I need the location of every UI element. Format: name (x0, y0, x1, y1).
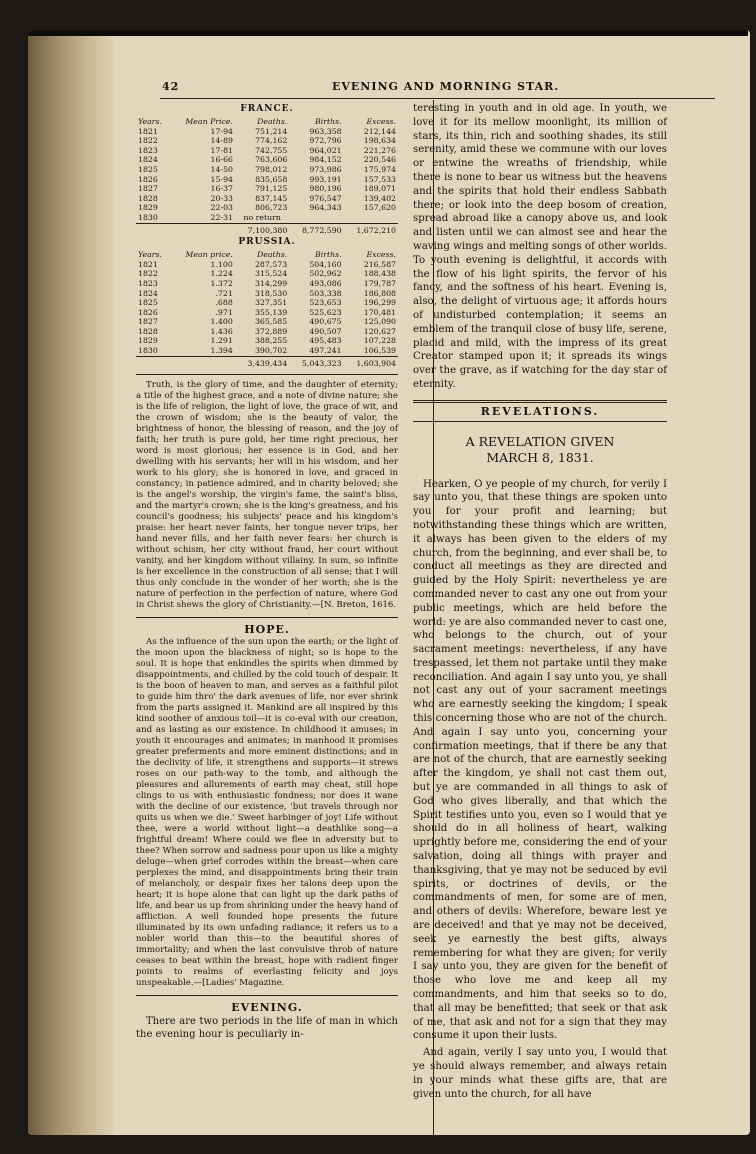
table-cell: 490,507 (309, 326, 342, 336)
evening-article-start: There are two periods in the life of man in which the evening hour is peculiarly in- (136, 1016, 398, 1041)
table-cell: no return (243, 212, 281, 222)
page-number: 42 (162, 80, 180, 93)
table-total-cell: 8,772,590 (289, 223, 343, 235)
table-row (136, 346, 398, 356)
table-cell: 355,139 (254, 307, 288, 317)
table-cell: 1825 (138, 164, 158, 174)
table-cell: 186,808 (363, 288, 396, 298)
table-cell: 497,241 (309, 346, 342, 356)
table-cell: 1821 (138, 259, 158, 269)
table-cell: 14-50 (210, 164, 234, 174)
table-cell: 502,962 (309, 269, 342, 279)
table-cell (344, 213, 398, 223)
table-cell: 15-94 (210, 174, 234, 184)
table-row (136, 165, 398, 175)
table-cell: 1.394 (210, 346, 233, 356)
table-cell: 976,547 (309, 193, 342, 203)
prussia-table-title: PRUSSIA. (238, 237, 296, 248)
table-cell (289, 213, 343, 223)
table-cell: 157,533 (363, 174, 396, 184)
table-cell: 1.400 (210, 317, 233, 327)
table-row (136, 279, 398, 289)
table-cell: 984,152 (309, 155, 342, 165)
table-cell: 139,402 (363, 193, 396, 203)
table-cell: 1830 (138, 212, 158, 222)
table-cell: 216,587 (363, 259, 396, 269)
table-cell: 318,530 (254, 288, 288, 298)
table-total-cell: 3,439,434 (235, 356, 289, 368)
table-cell: 791,125 (255, 184, 288, 194)
prussia-table-header (136, 250, 398, 260)
table-cell: .688 (215, 298, 233, 308)
table-row (136, 327, 398, 337)
table-cell: 17-81 (210, 145, 234, 155)
table-cell: 973,986 (309, 164, 342, 174)
table-cell: 1827 (138, 184, 158, 194)
table-cell: 14-89 (210, 136, 234, 146)
table-cell: 1824 (138, 155, 158, 165)
table-cell: 157,620 (363, 203, 396, 213)
column-header: Births. (315, 117, 342, 126)
table-total-cell: 5,043,323 (289, 356, 343, 368)
table-cell: 964,343 (309, 203, 342, 213)
table-cell: 221,276 (363, 145, 396, 155)
table-cell: 751,214 (255, 126, 288, 136)
table-row (136, 269, 398, 279)
table-row (136, 155, 398, 165)
table-cell: 22-03 (210, 203, 234, 213)
table-row (136, 213, 398, 223)
header-rule (160, 98, 715, 99)
table-total-row (136, 356, 398, 368)
table-cell: 1827 (138, 317, 158, 327)
page-top-edge (28, 30, 748, 36)
table-cell: 327,351 (254, 298, 288, 308)
left-column (136, 102, 398, 1044)
right-column (413, 102, 667, 1104)
table-cell: 1828 (138, 326, 158, 336)
table-row (136, 194, 398, 204)
table-cell: 198,634 (363, 136, 396, 146)
column-header: Mean price. (185, 250, 233, 260)
page-header (162, 80, 702, 96)
column-header: Mean Price. (185, 117, 234, 126)
table-row (136, 146, 398, 156)
table-cell: 1.372 (210, 278, 233, 288)
table-cell (171, 223, 235, 235)
evening-article-continued: teresting in youth and in old age. In youth, we love it for its mellow moonlight, its million of stars, its thin, rich and soothing shades, its still serenity, amid these we commune with our loves or entwine the wreaths of friendship, while there is none to bear us witness but the heavens and the spirits that hold their endless Sabbath there; or look into the deep bosom of creation, spread abroad like a canopy above us, and look and listen until we can almost see and hear the waving wings and melting songs of other worlds. To youth evening is delightful, it accords with the flow of his light spirits, the fervor of his fancy, and the softness of his heart. Evening is, also, the delight of virtuous age; it affords hours of undisturbed contemplation; it seems an emblem of the tranquil close of busy life, serene, placid and mild, with the impress of its great Creator stamped upon it; it spreads its wings over the grave, as if watching for the day star of eternity. (413, 103, 667, 390)
table-cell: 1830 (138, 346, 158, 356)
table-cell: 837,145 (255, 193, 288, 203)
table-row (136, 184, 398, 194)
book-spine-shadow (28, 30, 114, 1135)
table-cell (136, 356, 171, 368)
newspaper-title: EVENING AND MORNING STAR. (332, 80, 560, 93)
revelation-date: MARCH 8, 1831. (486, 449, 594, 465)
table-total-row (136, 223, 398, 235)
france-table (136, 117, 398, 235)
table-cell: 1821 (138, 126, 158, 136)
table-cell: 315,524 (254, 269, 288, 279)
table-cell: 107,228 (363, 336, 396, 346)
table-cell: 1822 (138, 269, 158, 279)
table-cell: 1822 (138, 136, 158, 146)
table-cell: .971 (215, 307, 233, 317)
table-cell: 495,483 (309, 336, 342, 346)
table-cell: 1.100 (210, 259, 233, 269)
table-row (136, 175, 398, 185)
table-cell: 1.291 (210, 336, 233, 346)
prussia-table (136, 250, 398, 368)
revelation-title: A REVELATION GIVEN (465, 433, 615, 449)
column-header: Births. (315, 250, 342, 260)
table-cell: 1823 (138, 145, 158, 155)
table-cell: 972,796 (309, 136, 342, 146)
table-cell: 22-31 (210, 212, 234, 222)
table-cell: 742,755 (255, 145, 288, 155)
table-cell: 1825 (138, 298, 158, 308)
table-cell: 106,539 (363, 346, 396, 356)
table-cell: 189,071 (363, 184, 396, 194)
table-cell: 179,787 (363, 278, 396, 288)
table-cell: 170,481 (363, 307, 396, 317)
table-cell: 120,627 (363, 326, 396, 336)
table-cell: 774,162 (255, 136, 288, 146)
table-cell: 964,021 (309, 145, 342, 155)
table-cell: 1824 (138, 288, 158, 298)
table-cell: 1826 (138, 307, 158, 317)
table-cell: 220,546 (363, 155, 396, 165)
hope-article: As the influence of the sun upon the earth; or the light of the moon upon the blackness of night; so is hope to the soul. It is hope that enkindles the spirits when dimmed by disappointments, and chilled by the cold touch of despair. It is the boon of heaven to man, and serves as a faithful pilot to guide him thro' the dark avenues of life, nor ever shrink from the parts assigned it. Mankind are all inspired by this kind soother of anxious toil—it is co-eval with our creation, and as lasting as our existence. In childhood it amuses; in youth it encourages and animates; in manhood it promises greater preferments and more eminent distinctions; and in the declivity of life, it strengthens and supports—it strews roses on our path-way to the tomb, and although the pleasures and allurements of earth may cheat, still hope clings to us with enthusiastic fondness; nor does it wane with the decline of our existence, 'but travels through nor quits us when we die.' Sweet harbinger of joy! Life without thee, were a world without light—a deathlike song—a frightful dream! Where could we flee in adversity but to thee? When sorrow and sadness pour upon us like a mighty deluge—when grief corrodes within the breast—when care perplexes the mind, and disappointments bring their train of melancholy, or despair fixes her talons deep upon the heart; it is hope alone that can light up the dark paths of life, and bear us up from shrinking under the heavy hand of affliction. A well founded hope presents the future illuminated by its own unfading radiance; it refers us to a nobler world than this—to the beautiful shores of immortality; and when the last convulsive throb of nature ceases to beat within the breast, hope with radient finger points to realms of everlasting felicity and joys unspeakable.—[Ladies' Magazine. (136, 637, 398, 989)
table-cell: 798,012 (255, 164, 288, 174)
table-cell: 806,723 (255, 203, 288, 213)
table-cell: 388,255 (254, 336, 288, 346)
table-row (136, 298, 398, 308)
table-cell: 1829 (138, 336, 158, 346)
table-cell: 188,438 (363, 269, 396, 279)
table-cell: 490,675 (309, 317, 342, 327)
table-cell: 365,585 (254, 317, 288, 327)
table-cell: 125,090 (363, 317, 396, 327)
table-cell: 1826 (138, 174, 158, 184)
column-header: Years. (138, 117, 162, 126)
table-cell: 503,338 (309, 288, 342, 298)
section-divider (136, 374, 398, 375)
table-cell: 1.436 (210, 326, 233, 336)
column-header: Deaths. (257, 250, 288, 260)
revelation-heading (413, 434, 667, 466)
table-row (136, 203, 398, 213)
table-cell: 835,658 (255, 174, 288, 184)
table-row (136, 308, 398, 318)
table-row (136, 127, 398, 137)
table-cell (136, 223, 171, 235)
france-table-title: FRANCE. (240, 104, 294, 114)
evening-title: EVENING. (231, 1001, 303, 1015)
table-cell: 504,160 (309, 259, 342, 269)
table-cell: 17-94 (210, 126, 234, 136)
table-cell: 523,653 (309, 298, 342, 308)
table-total-cell: 1,603,904 (344, 356, 398, 368)
section-divider (136, 995, 398, 996)
table-cell: 993,191 (309, 174, 342, 184)
table-cell: .721 (215, 288, 233, 298)
table-cell: 287,573 (254, 259, 288, 269)
revelation-paragraph-1: Hearken, O ye people of my church, for verily I say unto you, that these things are spoken unto you for your profit and learning; but notwithstanding these things which are written, it always has been given to the elders of my church, from the beginning, and ever shall be, to conduct all meetings as they are directed and guided by the Holy Spirit: nevertheless ye are commanded never to cast any one out from your public meetings, which are held before the world: ye are also commanded never to cast one, who belongs to the church, out of your sacrament meetings: nevertheless, if any have trespassed, let them not partake until they make reconciliation. And again I say unto you, ye shall not cast any out of your sacrament meetings who are earnestly seeking the kingdom; I speak this concerning those who are not of the church. And again I say unto you, concerning your confirmation meetings, that if there be any that are not of the church, that are earnestly seeking after the kingdom, ye shall not cast them out, but ye are commanded in all things to ask of God who gives liberally, and that which the Spirit testifies unto you, even so I would that ye should do in all holiness of heart, walking uprightly before me, considering the end of your salvation, doing all things with prayer and thanksgiving, that ye may not be seduced by evil spirits, or doctrines of devils, or the commandments of men, for some are of men, and others of devils: Wherefore, beware lest ye are deceived! and that ye may not be deceived, seek ye earnestly the best gifts, always remembering for what they are given; for verily I say unto you, they are given for the benefit of those who love me and keep all my commandments, and him that seeks so to do, that all may be benefitted; that seek or that ask of me, that ask and not for a sign that they may consume it upon their lusts. (413, 478, 667, 1042)
hope-title: HOPE. (244, 623, 290, 637)
table-cell: 493,086 (309, 278, 342, 288)
table-cell: 1823 (138, 278, 158, 288)
table-total-cell: 1,672,210 (344, 223, 398, 235)
table-cell: 963,358 (309, 126, 342, 136)
table-cell: 16-37 (210, 184, 234, 194)
revelation-paragraph-2: And again, verily I say unto you, I would that ye should always remember, and always retain in your minds what these gifts are, that are given unto the church, for all have (413, 1047, 667, 1100)
truth-article: Truth, is the glory of time, and the daughter of eternity; a title of the highest grace, and a note of divine nature; she is the life of religion, the light of love, the grace of wit, and the crown of wisdom; she is the beauty of valor, the brightness of honor, the blessing of reason, and the joy of faith; her truth is pure gold, her time right precious, her word is most glorious; her essence is in God, and her dwelling with his servants; her will in his wisdom, and her work to his glory; she is honored in love, and graced in constancy; in patience admired, and in charity beloved; she is the angel's worship, the virgin's fame, the saint's bliss, and the martyr's crown; she is the king's greatness, and his council's goodness; his subjects' peace and his kingdom's praise: her heart never faints, her tongue never trips, her hand never fills, and her faith never fears: her church is without schism, her city without fraud, her court without vanity, and her kingdom without villainy. In sum, so infinite is her excellence in the construction of all sense; that I will thus only conclude in the wonder of her worth; she is the nature of perfection in the perfection of nature, where God in Christ shews the glory of Christianity.—[N. Breton, 1616. (136, 380, 398, 611)
table-row (136, 136, 398, 146)
table-row (136, 289, 398, 299)
table-row (136, 260, 398, 270)
table-cell: 372,889 (254, 326, 288, 336)
table-cell (171, 356, 235, 368)
table-cell: 525,623 (309, 307, 342, 317)
table-cell: 1.224 (210, 269, 233, 279)
table-cell: 175,974 (363, 164, 396, 174)
table-total-cell: 7,100,380 (235, 223, 289, 235)
table-cell: 16-66 (210, 155, 234, 165)
table-cell: 390,702 (254, 346, 288, 356)
column-header: Deaths. (257, 117, 288, 126)
section-divider (136, 617, 398, 618)
column-header: Excess. (366, 117, 396, 126)
table-row (136, 317, 398, 327)
revelations-banner: REVELATIONS. (413, 400, 667, 422)
table-cell: 20-33 (210, 193, 234, 203)
column-header: Years. (138, 250, 162, 260)
table-cell: 980,196 (309, 184, 342, 194)
table-cell: 1829 (138, 203, 158, 213)
column-header: Excess. (366, 250, 396, 260)
france-table-header (136, 117, 398, 127)
table-cell: 314,299 (254, 278, 288, 288)
table-cell: 196,299 (363, 298, 396, 308)
table-cell: 212,144 (363, 126, 396, 136)
table-cell: 763,606 (255, 155, 288, 165)
table-row (136, 336, 398, 346)
table-cell: 1828 (138, 193, 158, 203)
